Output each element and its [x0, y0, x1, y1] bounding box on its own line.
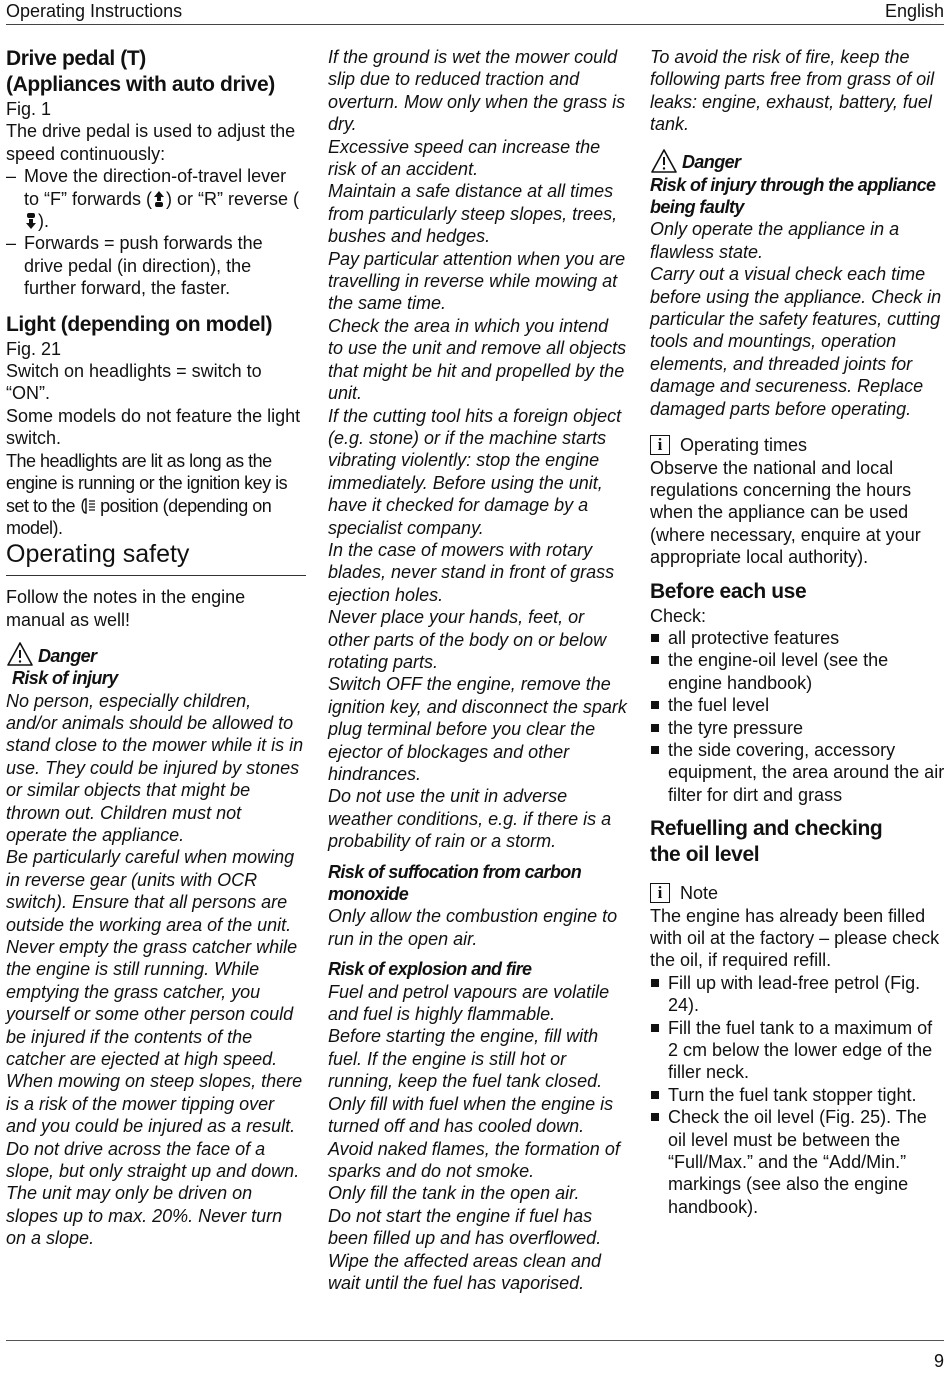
column-1 — [6, 46, 306, 1250]
col2-p17: Do not start the engine if fuel has been filled up and has overflowed. Wipe the affected areas clean and wait until the fuel has vaporised. — [328, 1205, 602, 1293]
page-header — [6, 0, 944, 25]
before-each-use-title: Before each use — [650, 579, 807, 603]
risk-faulty-heading: Risk of injury through the appliance being faulty — [650, 174, 936, 218]
column-3 — [650, 46, 946, 1218]
light-p1: Switch on headlights = switch to “ON”. — [6, 361, 262, 404]
drive-title-line1: Drive pedal (T) — [6, 47, 146, 70]
light-p3-a: The headlights are lit as long as the engine is running or the ignition key is set to the — [6, 450, 288, 516]
drive-title-line2: (Appliances with auto drive) — [6, 73, 275, 96]
operating-times-title: Operating times — [680, 435, 808, 456]
safety-p4: When mowing on steep slopes, there is a risk of the mower tipping over and you could be injured as a result. Do not drive across the face of a slope, but only straight up and down. The unit may only be driven on slopes up to max. 20%. Never turn on a slope. — [6, 1071, 303, 1249]
safety-p1: No person, especially children, and/or animals should be allowed to stand close to the mower while it is in use. They could be injured by stones or similar objects that might be thrown out. Children must not operate the appliance. — [6, 690, 304, 845]
check-item: all protective features — [650, 627, 946, 649]
light-p3 — [6, 450, 306, 540]
safety-p3: Never empty the grass catcher while the engine is still running. While emptying the grass catcher, you yourself or some other person could be injured if the contents of the catcher are ejected at high speed. — [6, 937, 298, 1070]
info-icon: i — [650, 883, 670, 903]
col2-p14: Only fill with fuel when the engine is turned off and has cooled down. — [328, 1093, 614, 1137]
danger-heading-2 — [650, 148, 946, 174]
light-p2: Some models do not feature the light switch. — [6, 405, 301, 449]
warning-triangle-icon — [650, 148, 678, 174]
refuelling-title-line2: the oil level — [650, 843, 760, 867]
safety-p2: Be particularly careful when mowing in reverse gear (units with OCR switch). Ensure that all persons are outside the working area of the unit. — [6, 847, 295, 935]
drive-intro: The drive pedal is used to adjust the speed continuously: — [6, 121, 296, 164]
danger-label: Danger — [38, 645, 97, 666]
drive-step-1-b: ) or “R” reverse ( — [166, 188, 300, 209]
refuel-step: Turn the fuel tank stopper tight. — [650, 1084, 946, 1106]
note-text: The engine has already been filled with oil at the factory – please check the oil, if required refill. — [650, 905, 940, 971]
page-number: 9 — [933, 1351, 944, 1371]
safety-follow-note: Follow the notes in the engine manual as well! — [6, 587, 246, 630]
note-heading — [650, 882, 946, 904]
col3-p1: To avoid the risk of fire, keep the following parts free from grass of oil leaks: engine, exhaust, battery, fuel tank. — [650, 47, 935, 135]
page-footer — [6, 1340, 944, 1371]
col2-p8: Never place your hands, feet, or other parts of the body on or below rotating parts. — [328, 607, 607, 672]
check-item: the engine-oil level (see the engine handbook) — [650, 649, 946, 694]
risk-of-injury-heading: Risk of injury — [12, 668, 118, 689]
col2-p5: Check the area in which you intend to use the unit and remove all objects that might be hit and propelled by the unit. — [328, 315, 627, 404]
danger-heading — [6, 641, 306, 667]
reverse-direction-icon — [24, 212, 38, 230]
col2-p2: Excessive speed can increase the risk of an accident. — [328, 136, 601, 180]
col2-p11: Only allow the combustion engine to run in the open air. — [328, 906, 618, 949]
col2-p3: Maintain a safe distance at all times from particularly steep slopes, trees, bushes and hedges. — [328, 181, 618, 247]
check-item: the side covering, accessory equipment, the area around the air filter for dirt and grass — [650, 739, 946, 806]
check-label: Check: — [650, 605, 707, 626]
info-icon: i — [650, 435, 670, 455]
refuel-step: Fill up with lead-free petrol (Fig. 24). — [650, 972, 946, 1017]
drive-step-1-a: Move the direction-of-travel lever to “F” forwards ( — [24, 166, 287, 209]
check-item: the tyre pressure — [650, 717, 946, 739]
col2-p15: Avoid naked flames, the formation of sparks and do not smoke. — [328, 1138, 620, 1181]
refuel-step: Check the oil level (Fig. 25). The oil level must be between the “Full/Max.” and the “Add/Min.” markings (see also the engine handbook). — [650, 1106, 946, 1218]
col2-p12: Fuel and petrol vapours are volatile and fuel is highly flammable. — [328, 981, 610, 1025]
col3-p3: Carry out a visual check each time before using the appliance. Check in particular the safety features, cutting tools and mountings, operation elements, and threaded joints for damage and secureness. Replace damaged parts before operating. — [650, 264, 942, 419]
forward-direction-icon — [152, 190, 166, 208]
col2-p9: Switch OFF the engine, remove the ignition key, and disconnect the spark plug terminal before you clear the ejector of blockages and other hindrances. — [328, 674, 627, 784]
header-title: Operating Instructions — [6, 1, 183, 21]
refuel-step: Fill the fuel tank to a maximum of 2 cm below the lower edge of the filler neck. — [650, 1017, 946, 1084]
operating-times-heading — [650, 434, 946, 456]
col2-p6: If the cutting tool hits a foreign object (e.g. stone) or if the machine starts vibrating violently: stop the engine immediately. Before using the unit, have it checked for damage by a specialist company. — [328, 405, 622, 538]
operating-safety-title: Operating safety — [6, 539, 306, 576]
col2-p1: If the ground is wet the mower could slip due to reduced traction and overturn. Mow only when the grass is dry. — [328, 47, 626, 135]
col3-p2: Only operate the appliance in a flawless state. — [650, 219, 900, 262]
refuelling-title-line1: Refuelling and checking — [650, 817, 883, 841]
col2-p13: Before starting the engine, fill with fuel. If the engine is still hot or running, keep the fuel tank closed. — [328, 1026, 603, 1092]
check-item: the fuel level — [650, 694, 946, 716]
col2-p10: Do not use the unit in adverse weather conditions, e.g. if there is a probability of rain or a storm. — [328, 786, 612, 852]
light-fig: Fig. 21 — [6, 338, 62, 359]
drive-step-1-c: ). — [38, 211, 49, 232]
light-p3-b: position (depending on model). — [6, 495, 272, 538]
danger-label-2: Danger — [682, 152, 741, 173]
col2-p16: Only fill the tank in the open air. — [328, 1183, 580, 1204]
col2-p7: In the case of mowers with rotary blades, never stand in front of grass ejection holes. — [328, 539, 615, 605]
risk-explosion-heading: Risk of explosion and fire — [328, 959, 532, 980]
header-language: English — [884, 1, 944, 21]
drive-fig: Fig. 1 — [6, 99, 52, 119]
operating-times-text: Observe the national and local regulations concerning the hours when the appliance can be used (where necessary, enquire at your appropriate local authority). — [650, 457, 921, 568]
headlight-icon — [80, 497, 96, 515]
drive-pedal-title — [6, 46, 306, 98]
drive-step-2: – Forwards = push forwards the drive pedal (in direction), the further forward, the faster. — [6, 232, 306, 299]
light-title: Light (depending on model) — [6, 312, 273, 336]
refuelling-title — [650, 816, 946, 868]
risk-suffocation-heading: Risk of suffocation from carbon monoxide — [328, 861, 582, 905]
note-label: Note — [680, 883, 719, 904]
warning-triangle-icon — [6, 641, 34, 667]
drive-step-1 — [6, 165, 306, 232]
column-2 — [328, 46, 628, 1294]
col2-p4: Pay particular attention when you are travelling in reverse while mowing at the same time. — [328, 248, 626, 314]
